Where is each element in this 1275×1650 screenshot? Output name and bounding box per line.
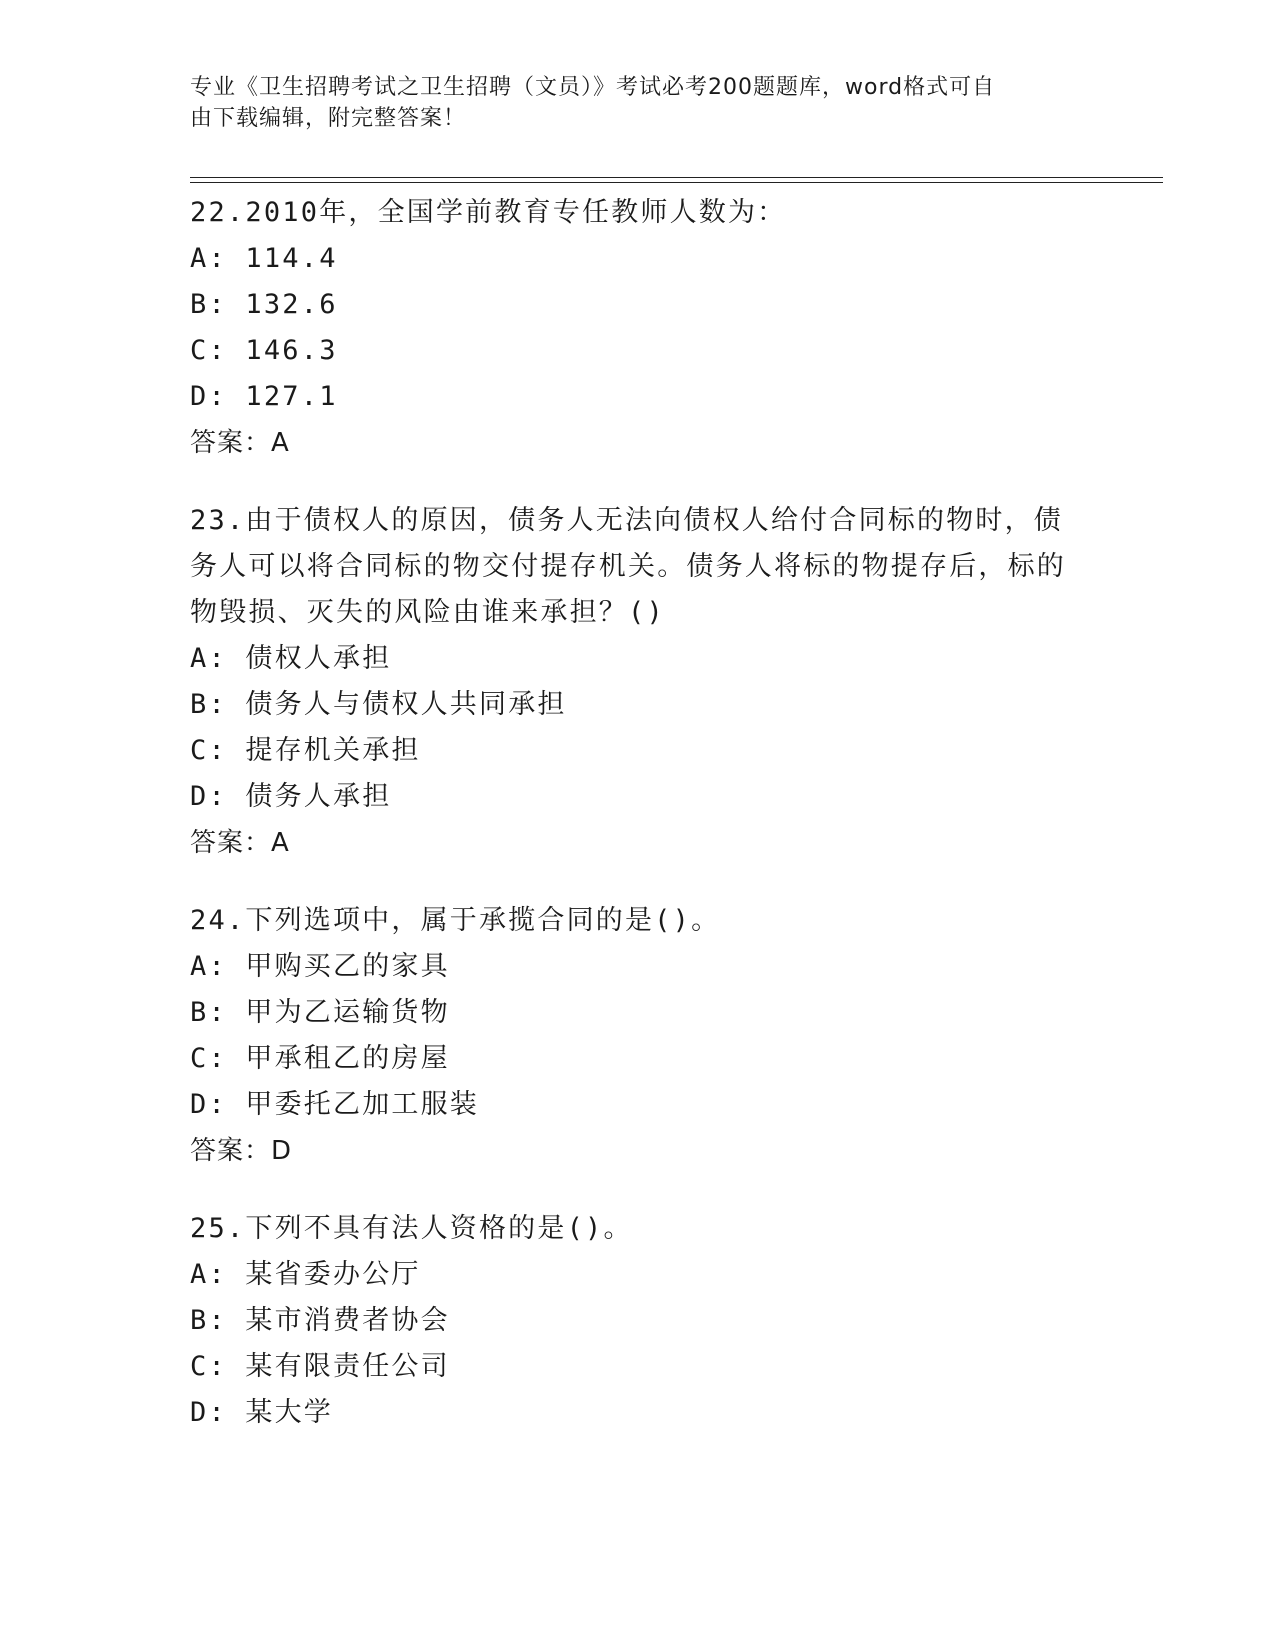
option-text: 某大学 (245, 1397, 333, 1428)
option-a: A: 债权人承担 (190, 643, 392, 674)
option-letter: C (190, 735, 209, 766)
option-b: B: 甲为乙运输货物 (190, 997, 450, 1028)
option-c: C: 提存机关承担 (190, 735, 421, 766)
header-divider-top (190, 177, 1163, 178)
option-letter: B (190, 1305, 209, 1336)
header-line-2: 由下载编辑，附完整答案！ (190, 106, 467, 131)
option-letter: D (190, 781, 209, 812)
option-b: B: 某市消费者协会 (190, 1305, 450, 1336)
question-text: 24.下列选项中，属于承揽合同的是()。 (190, 905, 721, 936)
question-23 (190, 498, 1090, 866)
answer-line: 答案：A (190, 428, 290, 458)
header-divider-bottom (190, 182, 1163, 183)
option-d: D: 127.1 (190, 381, 338, 412)
option-c: C: 146.3 (190, 335, 338, 366)
option-letter: B (190, 289, 209, 320)
option-letter: D (190, 1089, 209, 1120)
option-c: C: 某有限责任公司 (190, 1351, 450, 1382)
option-text: 债权人承担 (245, 643, 392, 674)
option-letter: A (190, 643, 209, 674)
option-b: B: 债务人与债权人共同承担 (190, 689, 567, 720)
option-a: A: 114.4 (190, 243, 338, 274)
option-text: 132.6 (245, 289, 338, 320)
option-text: 某有限责任公司 (245, 1351, 450, 1382)
option-text: 债务人与债权人共同承担 (245, 689, 567, 720)
option-text: 甲购买乙的家具 (245, 951, 450, 982)
question-text: 23.由于债权人的原因，债务人无法向债权人给付合同标的物时，债务人可以将合同标的物交付提存机关。债务人将标的物提存后，标的物毁损、灭失的风险由谁来承担？() (190, 505, 1066, 628)
option-text: 债务人承担 (245, 781, 392, 812)
option-letter: B (190, 997, 209, 1028)
option-letter: C (190, 335, 209, 366)
option-a: A: 甲购买乙的家具 (190, 951, 450, 982)
option-letter: A (190, 951, 209, 982)
option-text: 146.3 (245, 335, 338, 366)
answer-line: 答案：D (190, 1136, 293, 1166)
question-22 (190, 190, 1090, 466)
option-text: 甲为乙运输货物 (245, 997, 450, 1028)
document-header (190, 72, 1090, 134)
option-letter: D (190, 1397, 209, 1428)
option-d: D: 甲委托乙加工服装 (190, 1089, 479, 1120)
option-text: 127.1 (245, 381, 338, 412)
question-text: 22.2010年，全国学前教育专任教师人数为： (190, 197, 787, 228)
option-text: 114.4 (245, 243, 338, 274)
answer-line: 答案：A (190, 828, 290, 858)
question-list (190, 190, 1090, 1468)
option-letter: C (190, 1351, 209, 1382)
question-24 (190, 898, 1090, 1174)
option-text: 某市消费者协会 (245, 1305, 450, 1336)
option-d: D: 债务人承担 (190, 781, 392, 812)
option-d: D: 某大学 (190, 1397, 333, 1428)
option-text: 甲承租乙的房屋 (245, 1043, 450, 1074)
option-text: 甲委托乙加工服装 (245, 1089, 479, 1120)
option-letter: A (190, 1259, 209, 1290)
option-c: C: 甲承租乙的房屋 (190, 1043, 450, 1074)
question-25 (190, 1206, 1090, 1436)
option-letter: A (190, 243, 209, 274)
option-text: 提存机关承担 (245, 735, 421, 766)
option-letter: D (190, 381, 209, 412)
question-text: 25.下列不具有法人资格的是()。 (190, 1213, 633, 1244)
option-letter: B (190, 689, 209, 720)
option-a: A: 某省委办公厅 (190, 1259, 421, 1290)
option-b: B: 132.6 (190, 289, 338, 320)
header-line-1: 专业《卫生招聘考试之卫生招聘（文员）》考试必考200题题库，word格式可自 (190, 75, 996, 100)
option-text: 某省委办公厅 (245, 1259, 421, 1290)
option-letter: C (190, 1043, 209, 1074)
